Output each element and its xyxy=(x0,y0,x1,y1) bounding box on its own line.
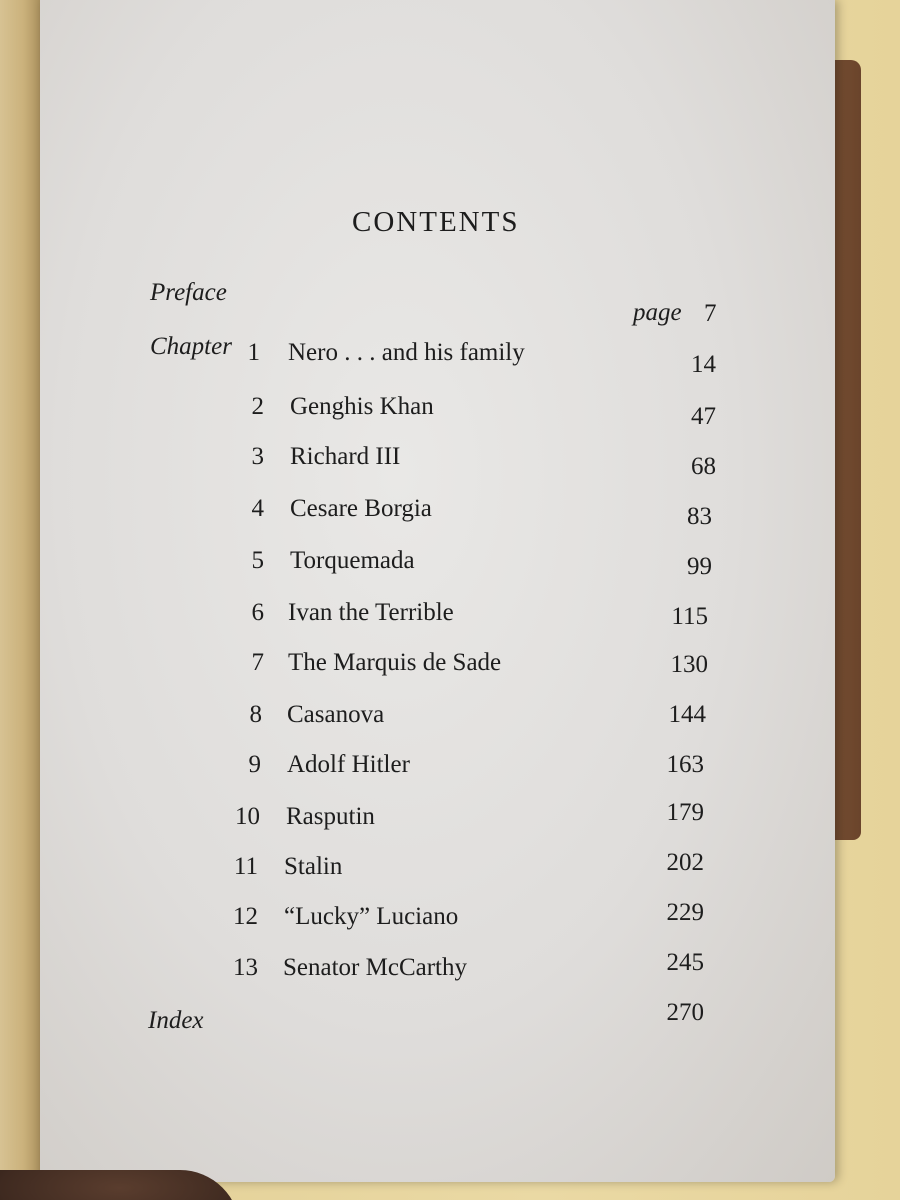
chapter-word-label: Chapter xyxy=(150,333,232,360)
chapter-number: 10 xyxy=(235,803,260,830)
chapter-page-number: 68 xyxy=(691,453,716,480)
preface-page-number: 7 xyxy=(704,300,717,327)
chapter-title: Senator McCarthy xyxy=(283,954,467,981)
chapter-title: Nero . . . and his family xyxy=(288,339,525,366)
chapter-page-number: 99 xyxy=(687,553,712,580)
chapter-page-number: 163 xyxy=(666,751,704,778)
chapter-number: 7 xyxy=(251,649,264,676)
book-page xyxy=(40,0,835,1182)
chapter-page-number: 14 xyxy=(691,351,716,378)
chapter-title: Stalin xyxy=(284,853,343,880)
chapter-number: 3 xyxy=(251,443,264,470)
chapter-page-number: 245 xyxy=(666,949,704,976)
contents-heading: CONTENTS xyxy=(352,206,520,238)
index-label: Index xyxy=(148,1007,204,1034)
chapter-title: Ivan the Terrible xyxy=(288,599,454,626)
preface-label: Preface xyxy=(150,279,227,306)
chapter-page-number: 83 xyxy=(687,503,712,530)
chapter-number: 1 xyxy=(247,339,260,366)
book-left-edge xyxy=(0,0,42,1200)
chapter-page-number: 179 xyxy=(666,799,704,826)
chapter-title: Richard III xyxy=(290,443,401,470)
chapter-number: 2 xyxy=(251,393,264,420)
page-word-label: page xyxy=(633,299,682,326)
chapter-title: Torquemada xyxy=(290,547,415,574)
index-page-number: 270 xyxy=(666,999,704,1026)
chapter-page-number: 144 xyxy=(668,701,706,728)
chapter-number: 5 xyxy=(251,547,264,574)
chapter-number: 11 xyxy=(233,853,258,880)
chapter-title: Cesare Borgia xyxy=(290,495,432,522)
thumb-holding-book xyxy=(0,1170,240,1200)
chapter-page-number: 202 xyxy=(666,849,704,876)
chapter-page-number: 47 xyxy=(691,403,716,430)
chapter-page-number: 130 xyxy=(670,651,708,678)
chapter-title: Adolf Hitler xyxy=(287,751,410,778)
chapter-number: 13 xyxy=(233,954,258,981)
chapter-title: The Marquis de Sade xyxy=(288,649,502,676)
chapter-title: Rasputin xyxy=(286,803,375,830)
chapter-title: Casanova xyxy=(287,701,385,728)
chapter-number: 4 xyxy=(251,495,264,522)
chapter-page-number: 115 xyxy=(671,603,708,630)
chapter-number: 9 xyxy=(248,751,261,778)
chapter-number: 8 xyxy=(249,701,262,728)
chapter-number: 6 xyxy=(251,599,264,626)
chapter-number: 12 xyxy=(233,903,258,930)
chapter-title: Genghis Khan xyxy=(290,393,434,420)
chapter-title: “Lucky” Luciano xyxy=(284,903,459,930)
chapter-page-number: 229 xyxy=(666,899,704,926)
